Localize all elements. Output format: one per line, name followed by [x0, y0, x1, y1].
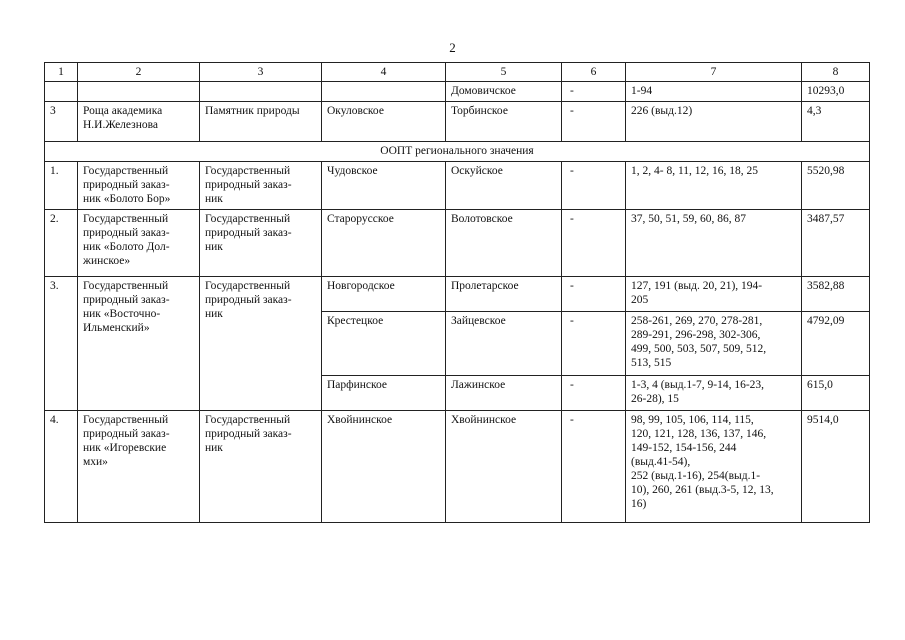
table-row — [45, 82, 870, 102]
settlement-cell: Хвойнинское — [446, 411, 562, 523]
name-cell: Роща академика Н.И.Железнова — [78, 102, 200, 142]
column-header: 4 — [322, 63, 446, 82]
quarters-cell: 1-94 — [626, 82, 802, 102]
district-cell: Крестецкое — [322, 312, 446, 376]
column-header: 2 — [78, 63, 200, 82]
table-cell — [200, 82, 322, 102]
column-number-row — [45, 63, 870, 82]
settlement-cell: Лажинское — [446, 376, 562, 411]
name-cell: Государственный природный заказ- ник «Восточно- Ильменский» — [78, 277, 200, 411]
page-number: 2 — [449, 40, 456, 55]
settlement-cell: Зайцевское — [446, 312, 562, 376]
quarters-cell: 1-3, 4 (выд.1-7, 9-14, 16-23, 26-28), 15 — [626, 376, 802, 411]
district-cell: Новгородское — [322, 277, 446, 312]
area-cell: 9514,0 — [802, 411, 870, 523]
section-title: ООПТ регионального значения — [45, 142, 870, 162]
column-header: 1 — [45, 63, 78, 82]
settlement-cell: Торбинское — [446, 102, 562, 142]
name-cell: Государственный природный заказ- ник «Болото Дол- жинское» — [78, 210, 200, 277]
area-cell: 3582,88 — [802, 277, 870, 312]
settlement-cell: Пролетарское — [446, 277, 562, 312]
area-cell: 615,0 — [802, 376, 870, 411]
area-cell: 4,3 — [802, 102, 870, 142]
table-row — [45, 162, 870, 210]
district-cell: Окуловское — [322, 102, 446, 142]
protected-areas-table — [44, 62, 870, 523]
table-row — [45, 411, 870, 523]
settlement-cell: Волотовское — [446, 210, 562, 277]
column-header: 7 — [626, 63, 802, 82]
category-cell: Государственный природный заказ- ник — [200, 411, 322, 523]
row-number-cell: 2. — [45, 210, 78, 277]
row-number-cell: 3 — [45, 102, 78, 142]
quarters-cell: 258-261, 269, 270, 278-281, 289-291, 296-298, 302-306, 499, 500, 503, 507, 509, 512, 513, 515 — [626, 312, 802, 376]
settlement-cell: Оскуйское — [446, 162, 562, 210]
district-cell: Хвойнинское — [322, 411, 446, 523]
name-cell: Государственный природный заказ- ник «Игоревские мхи» — [78, 411, 200, 523]
table-row — [45, 210, 870, 277]
column-header: 3 — [200, 63, 322, 82]
quarters-cell: 1, 2, 4- 8, 11, 12, 16, 18, 25 — [626, 162, 802, 210]
quarters-cell: 98, 99, 105, 106, 114, 115, 120, 121, 128, 136, 137, 146, 149-152, 154-156, 244 (выд.41-54), 252 (выд.1-16), 254(выд.1- 10), 260, 261 (выд.3-5, 12, 13, 16) — [626, 411, 802, 523]
category-cell: Государственный природный заказ- ник — [200, 162, 322, 210]
quarters-cell: 37, 50, 51, 59, 60, 86, 87 — [626, 210, 802, 277]
section-header-row — [45, 142, 870, 162]
table-cell — [78, 82, 200, 102]
table-cell: - — [562, 102, 626, 142]
table-cell: - — [562, 312, 626, 376]
area-cell: 4792,09 — [802, 312, 870, 376]
column-header: 6 — [562, 63, 626, 82]
table-cell — [45, 82, 78, 102]
area-cell: 10293,0 — [802, 82, 870, 102]
category-cell: Государственный природный заказ- ник — [200, 277, 322, 411]
table-cell — [322, 82, 446, 102]
table-cell: - — [562, 82, 626, 102]
row-number-cell: 1. — [45, 162, 78, 210]
district-cell: Чудовское — [322, 162, 446, 210]
district-cell: Старорусское — [322, 210, 446, 277]
table-row — [45, 277, 870, 312]
area-cell: 3487,57 — [802, 210, 870, 277]
name-cell: Государственный природный заказ- ник «Болото Бор» — [78, 162, 200, 210]
table-cell: - — [562, 376, 626, 411]
column-header: 5 — [446, 63, 562, 82]
column-header: 8 — [802, 63, 870, 82]
row-number-cell: 3. — [45, 277, 78, 411]
table-cell: - — [562, 411, 626, 523]
table-cell: - — [562, 277, 626, 312]
table-cell: - — [562, 210, 626, 277]
table-cell: - — [562, 162, 626, 210]
settlement-cell: Домовичское — [446, 82, 562, 102]
category-cell: Памятник природы — [200, 102, 322, 142]
row-number-cell: 4. — [45, 411, 78, 523]
quarters-cell: 226 (выд.12) — [626, 102, 802, 142]
area-cell: 5520,98 — [802, 162, 870, 210]
category-cell: Государственный природный заказ- ник — [200, 210, 322, 277]
district-cell: Парфинское — [322, 376, 446, 411]
table-row — [45, 102, 870, 142]
quarters-cell: 127, 191 (выд. 20, 21), 194- 205 — [626, 277, 802, 312]
